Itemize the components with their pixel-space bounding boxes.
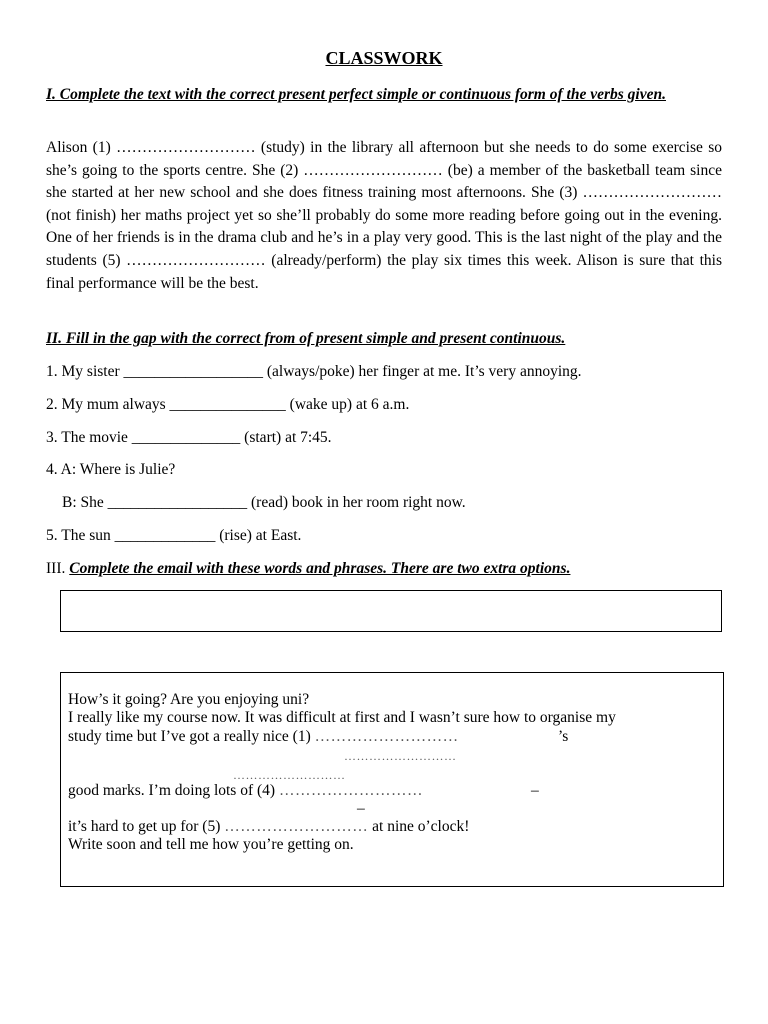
section-3-prefix: III.	[46, 560, 70, 577]
exercise-item-3: 3. The movie ______________ (start) at 7:45.	[46, 429, 332, 446]
gap-5-dots: ………………………	[224, 818, 369, 835]
page-title: CLASSWORK	[325, 48, 443, 68]
email-line-6: Write soon and tell me how you’re getting on.	[68, 836, 354, 853]
email-line-3	[68, 728, 459, 746]
email-dash-2: –	[357, 800, 365, 817]
email-line-1: How’s it going? Are you enjoying uni?	[68, 691, 310, 708]
email-line-3-text: study time but I’ve got a really nice (1)	[68, 728, 311, 745]
exercise-item-2: 2. My mum always _______________ (wake up) at 6 a.m.	[46, 396, 410, 413]
email-line-3-tail: ’s	[558, 728, 569, 745]
email-dash-1: –	[531, 782, 539, 799]
gap-3-dots: ………………………	[233, 768, 346, 782]
section-2-heading: II. Fill in the gap with the correct from of present simple and present continuous.	[46, 330, 566, 347]
section-1-paragraph: Alison (1) ……………………… (study) in the library all afternoon but she needs to do some exercise so she’s going to the sports centre. She (2) ……………………… (be) a member of the basketball team since she started at her new school and she does fitness training most afternoons. She (3) ……………………… (not finish) her maths project yet so she’ll probably do some more reading before going out in the evening. One of her friends is in the drama club and he’s in a play very good. This is the last night of the play and the students (5) ……………………… (already/perform) the play six times this week. Alison is sure that this final performance will be the best.	[46, 139, 722, 292]
gap-4-dots: ………………………	[278, 782, 423, 799]
email-line-5	[68, 818, 469, 836]
exercise-item-5: 5. The sun _____________ (rise) at East.	[46, 527, 302, 544]
section-3-instruction: Complete the email with these words and phrases. There are two extra options.	[69, 560, 571, 577]
exercise-item-4b: B: She __________________ (read) book in her room right now.	[62, 494, 466, 511]
email-line-4	[68, 782, 423, 800]
email-box	[60, 672, 724, 887]
email-line-5-text: it’s hard to get up for (5)	[68, 818, 221, 835]
email-line-4-text: good marks. I’m doing lots of (4)	[68, 782, 276, 799]
gap-1-dots: ………………………	[314, 728, 459, 745]
section-1-heading: I. Complete the text with the correct present perfect simple or continuous form of the verbs given.	[46, 86, 666, 103]
gap-2-dots: ………………………	[344, 749, 457, 763]
email-line-2: I really like my course now. It was difficult at first and I wasn’t sure how to organise my	[68, 709, 616, 726]
word-bank-box	[60, 590, 722, 632]
section-3-heading	[46, 559, 570, 579]
exercise-item-4: 4. A: Where is Julie?	[46, 461, 176, 478]
email-line-5-tail: at nine o’clock!	[372, 818, 470, 835]
exercise-item-1: 1. My sister __________________ (always/poke) her finger at me. It’s very annoying.	[46, 363, 582, 380]
